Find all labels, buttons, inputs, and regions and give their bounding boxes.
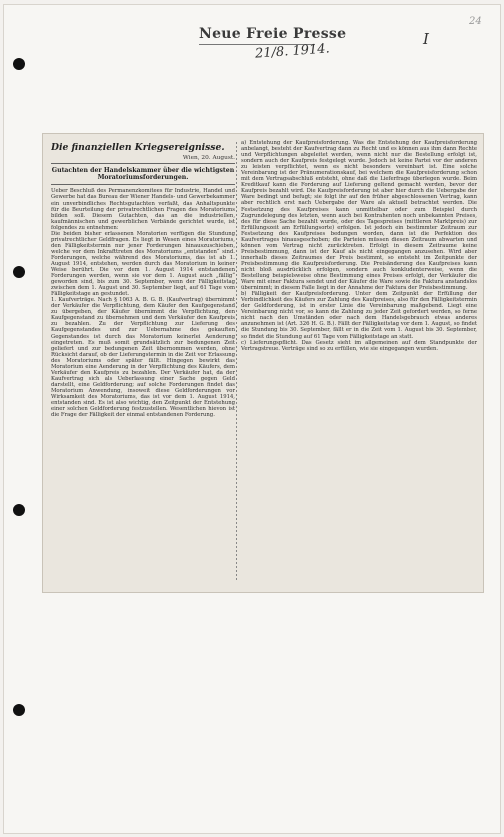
punch-hole-bottom — [13, 704, 25, 716]
handwritten-date: 21/8. 1914. — [254, 41, 331, 62]
clipping-right-column — [241, 140, 477, 586]
article-dateline: Wien, 20. August. — [182, 155, 235, 161]
right-column-text: a) Entstehung der Kaufpreisforderung. Was die Entstehung der Kaufpreisforderung anbelangt, besteht der Kaufvertrag dann zu Recht und es können aus ihm dann Rechte und Verpflichtungen abgeleitet werden, wenn nicht nur die Bestellung erfolgt ist, sondern auch der Kaufpreis festgelegt wurde. Jedoch ist keine Partei vor der anderen zu leisten verpflichtet, wenn es nicht besonders vereinbart ist. Eine solche Vereinbarung ist der Pränumerationskauf, bei welchem die Kaufpreisforderung schon mit dem Vertragsabschluß entsteht, ohne daß die Lieferfrage überlegen wurde. Beim Kreditkauf kann die Forderung auf Lieferung geltend gemacht werden, bevor der Kaufpreis bezahlt wird. Die Kaufpreisforderung ist aber hier durch die Uebergabe der Ware bedingt und befugt; sie folgt ihr auf den früher abgeschlossenen Vertrag, kann aber rechtlich erst nach Uebergabe der Ware als aktuell betrachtet werden. Die Festsetzung des Kaufpreises kann unmittelbar oder zum Beispiel durch Zugrundelegung des letzten, wenn auch bei Kontrahenten noch unbekannten Preises, des für diese Sache bezahlt wurde, oder des Tagespreises (mittleren Marktpreis) zur Erfüllungszeit am Erfüllungsorte) erfolgen. Ist jedoch ein bestimmter Zeitraum zur Festsetzung des Kaufpreises bedungen worden, dann ist die Perfektion des Kaufvertrages hinausgeschoben; die Parteien müssen diesen Zeitraum abwarten und können vom Vertrag nicht zurücktreten. Erfolgt in diesem Zeitraume keine Preisbestimmung, dann ist der Kauf als nicht eingegangen anzusehen. Wird aber innerhalb dieses Zeitraumes der Preis bestimmt, so entsteht im Zeitpunkte der Preisbestimmung die Kaufpreisforderung. Die Preisänderung des Kaufpreises kann nicht bloß ausdrücklich erfolgen, sondern auch konkludenterweise, wenn die Bestellung beispielsweise ohne Bestimmung eines Preises erfolgt, der Verkäufer die Ware mit einer Faktura sendet und der Käufer die Ware sowie die Faktura anstandslos übernimmt; in diesem Falle liegt in der Annahme der Faktura der Preisbestimmung. b) Fälligkeit der Kaufpreisforderung. Unter dem Zeitpunkt der Erfüllung der Verbindlichkeit des Käufers zur Zahlung des Kaufpreises, also für den Fälligkeitstermin der Geldforderung, ist in erster Linie die Vereinbarung maßgebend. Liegt eine Vereinbarung nicht vor, so kann die Zahlung zu jeder Zeit gefordert werden, so ferne nicht nach den Umständen oder nach dem Handelsgebrauch etwas anderes anzunehmen ist (Art. 326 H. G. B.). Fällt der Fälligkeitstag vor dem 1. August, so findet die Stundung bis 30. September, fällt er in die Zeit vom 1. August bis 30. September, so findet die Stundung auf 61 Tage vom Fälligkeitstage an statt. c) Lieferungspflicht. Das Gesetz sieht im allgemeinen auf dem Standpunkte der Vertragstreue. Verträge sind so zu erfüllen, wie sie eingegangen wurden. — [241, 140, 477, 352]
archive-sheet — [3, 4, 501, 834]
publication-name: Neue Freie Presse — [199, 26, 347, 42]
handwritten-roman-numeral: I — [423, 30, 429, 48]
punch-hole-top — [13, 58, 25, 70]
left-column-text: Ueber Beschluß des Permanenzkomitees für Industrie, Handel und Gewerbe hat das Bureau der Wiener Handels- und Gewerbekammer ein unverbindliches Rechtsgutachten verfaßt, das Anhaltspunkte für die Beurteilung der privatrechtlichen Fragen des Moratoriums bilden soll. Diesem Gutachten, das an die industriellen, kaufmännischen und gewerblichen Verbände gerichtet wurde, ist folgendes zu entnehmen: Die beiden bisher erlassenen Moratorien verfügen die Stundung privatrechtlicher Geldfragen. Es liegt in Wesen eines Moratoriums, den Fälligkeitstermin nur jener Forderungen hinauszuschieben, welche vor dem Inkrafttreten des Moratoriums „entstanden“ sind. Forderungen, welche während des Moratoriums, das ist ab 1. August 1914, entstehen, werden durch das Moratorium in keiner Weise berührt. Die vor dem 1. August 1914 entstandenen Forderungen werden, wenn sie vor dem 1. August auch „fällig“ geworden sind, bis zum 30. September, wenn der Fälligkeitstag zwischen dem 1. August und 30. September liegt, auf 61 Tage vom Fälligkeitstage an gestundet. 1. Kaufverträge. Nach § 1063 A. B. G. B. (Kaufvertrag) übernimmt der Verkäufer die Verpflichtung, dem Käufer den Kaufgegenstand zu übergeben, der Käufer übernimmt die Verpflichtung, den Kaufgegenstand zu übernehmen und dem Verkäufer den Kaufpreis zu bezahlen. Zu der Verpflichtung zur Lieferung des Kaufgegenstandes und zur Uebernahme des gekauften Gegenstandes ist durch das Moratorium keinerlei Aenderung eingetreten. Es muß somit grundsätzlich zur bedungenen Zeit geliefert und zur bedungenen Zeit übernommen werden, ohne Rücksicht darauf, ob der Lieferungstermin in die Zeit vor Erlassung des Moratoriums oder später fällt. Hingegen bewirkt das Moratorium eine Aenderung in der Verpflichtung des Käufers, dem Verkäufer den Kaufpreis zu bezahlen. Der Verkäufer hat, da der Kaufvertrag sich als Ueberlassung einer Sache gegen Geld darstellt, eine Geldforderung; auf solche Forderungen findet das Moratorium Anwendung, insoweit diese Geldforderungen vor Wirksamkeit des Moratoriums, das ist vor dem 1. August 1914, entstanden sind. Es ist also wichtig, den Zeitpunkt der Entstehung einer solchen Geldforderung festzustellen. Wesentlichen hievon ist die Frage der Fälligkeit der einmal entstandenen Forderung. — [51, 188, 235, 419]
handwritten-page-number: 24 — [469, 16, 482, 27]
punch-hole-lower-middle — [13, 504, 25, 516]
punch-hole-upper-middle — [13, 266, 25, 278]
title-separator — [51, 163, 235, 164]
subheading-separator — [51, 184, 235, 185]
column-divider — [236, 142, 237, 582]
article-subheading: Gutachten der Handelskammer über die wichtigsten Moratoriumsforderungen. — [51, 167, 235, 182]
clipping-left-column — [51, 142, 235, 584]
newspaper-clipping — [43, 134, 483, 592]
article-title: Die finanziellen Kriegsereignisse. — [51, 142, 225, 153]
